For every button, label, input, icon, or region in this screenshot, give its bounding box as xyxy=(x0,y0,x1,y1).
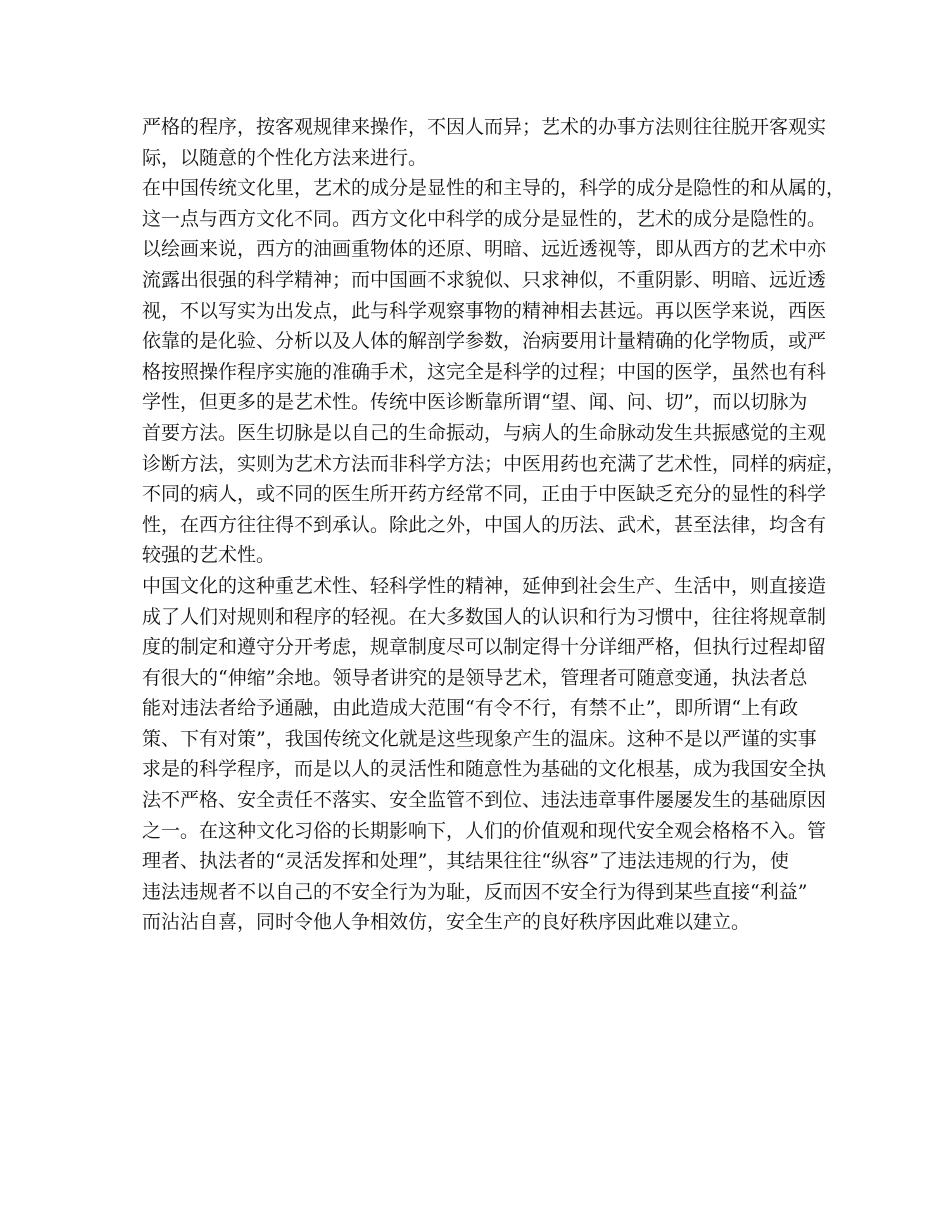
text-line: 有很大的“伸缩”余地。领导者讲究的是领导艺术，管理者可随意变通，执法者总 xyxy=(142,666,808,689)
text-line: 流露出很强的科学精神；而中国画不求貌似、只求神似，不重阴影、明暗、远近透 xyxy=(142,268,827,291)
text-line: 较强的艺术性。 xyxy=(142,544,276,567)
text-line: 性，在西方往往得不到承认。除此之外，中国人的历法、武术，甚至法律，均含有 xyxy=(142,513,827,536)
text-line: 理者、执法者的“灵活发挥和处理”，其结果往往“纵容”了违法违规的行为，使 xyxy=(142,850,789,873)
text-line: 成了人们对规则和程序的轻视。在大多数国人的认识和行为习惯中，往往将规章制 xyxy=(142,605,827,628)
text-line: 法不严格、安全责任不落实、安全监管不到位、违法违章事件屡屡发生的基础原因 xyxy=(142,789,827,812)
text-line: 中国文化的这种重艺术性、轻科学性的精神，延伸到社会生产、生活中，则直接造 xyxy=(142,574,827,597)
text-line: 以绘画来说，西方的油画重物体的还原、明暗、远近透视等，即从西方的艺术中亦 xyxy=(142,238,827,261)
text-line: 视，不以写实为出发点，此与科学观察事物的精神相去甚远。再以医学来说，西医 xyxy=(142,299,827,322)
text-line: 违法违规者不以自己的不安全行为为耻，反而因不安全行为得到某些直接“利益” xyxy=(142,880,808,903)
text-line: 度的制定和遵守分开考虑，规章制度尽可以制定得十分详细严格，但执行过程却留 xyxy=(142,636,827,659)
text-line: 学性，但更多的是艺术性。传统中医诊断靠所谓“望、闻、问、切”，而以切脉为 xyxy=(142,391,808,414)
text-line: 策、下有对策”，我国传统文化就是这些现象产生的温床。这种不是以严谨的实事 xyxy=(142,727,817,750)
text-line: 格按照操作程序实施的准确手术，这完全是科学的过程；中国的医学，虽然也有科 xyxy=(142,360,827,383)
body-text xyxy=(142,112,846,938)
text-line: 首要方法。医生切脉是以自己的生命振动，与病人的生命脉动发生共振感觉的主观 xyxy=(142,421,827,444)
text-line: 而沾沾自喜，同时令他人争相效仿，安全生产的良好秩序因此难以建立。 xyxy=(142,911,751,934)
text-line: 之一。在这种文化习俗的长期影响下，人们的价值观和现代安全观会格格不入。管 xyxy=(142,819,827,842)
text-line: 诊断方法，实则为艺术方法而非科学方法；中医用药也充满了艺术性，同样的病症， xyxy=(142,452,846,475)
text-line: 际，以随意的个性化方法来进行。 xyxy=(142,146,428,169)
text-line: 严格的程序，按客观规律来操作，不因人而异；艺术的办事方法则往往脱开客观实 xyxy=(142,116,827,138)
text-line: 依靠的是化验、分析以及人体的解剖学参数，治病要用计量精确的化学物质，或严 xyxy=(142,330,827,353)
text-line: 能对违法者给予通融，由此造成大范围“有令不行，有禁不止”，即所谓“上有政 xyxy=(142,697,799,720)
text-line: 求是的科学程序，而是以人的灵活性和随意性为基础的文化根基，成为我国安全执 xyxy=(142,758,827,781)
text-line: 在中国传统文化里，艺术的成分是显性的和主导的，科学的成分是隐性的和从属的， xyxy=(142,177,846,200)
text-line: 不同的病人，或不同的医生所开药方经常不同，正由于中医缺乏充分的显性的科学 xyxy=(142,483,827,506)
text-line: 这一点与西方文化不同。西方文化中科学的成分是显性的，艺术的成分是隐性的。 xyxy=(142,207,827,230)
